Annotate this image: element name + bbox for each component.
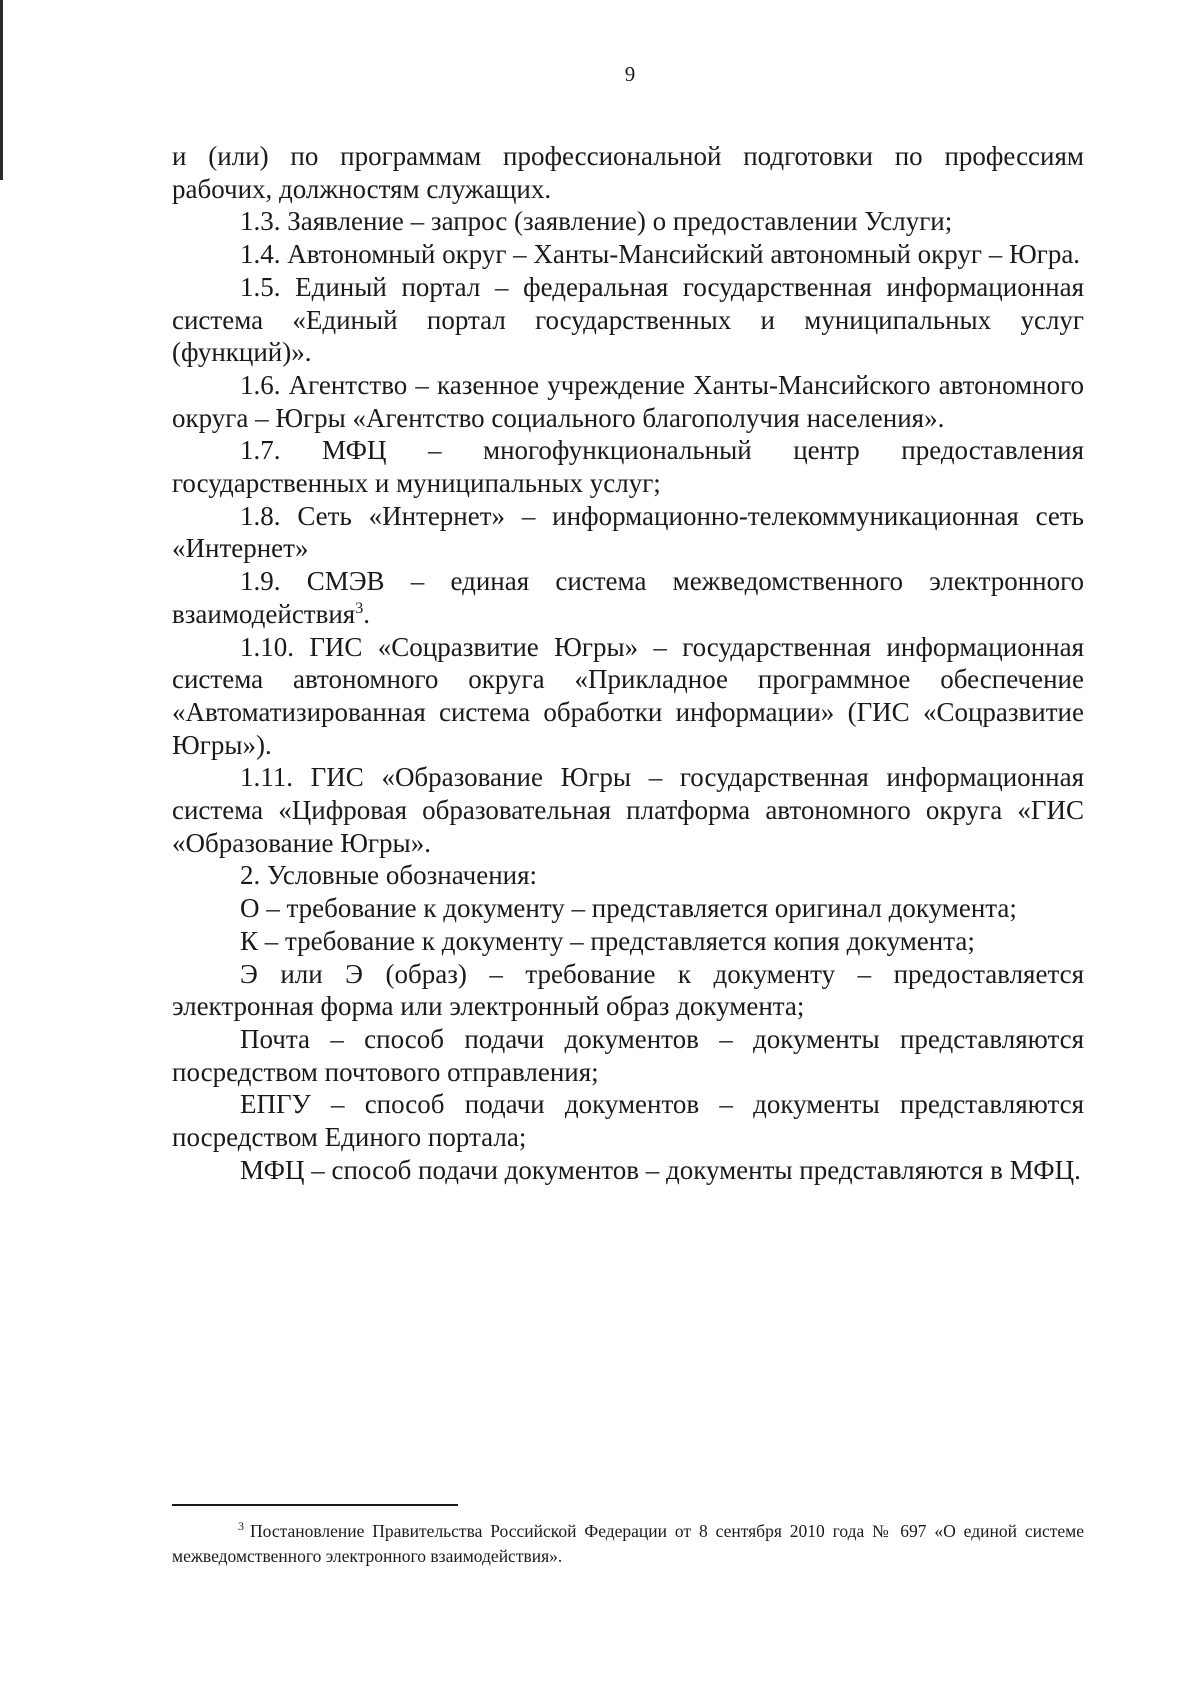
page-number: 9: [624, 62, 636, 86]
footnote-reference: 3: [355, 599, 364, 617]
footnote: [172, 1519, 1084, 1569]
paragraph-2: 2. Условные обозначения:: [240, 860, 538, 891]
legend-epgu: ЕПГУ – способ подачи документов – документы представляются посредством Единого портала;: [172, 1089, 1084, 1153]
footnote-separator: [172, 1504, 458, 1506]
paragraph-1-6: 1.6. Агентство – казенное учреждение Ханты-Мансийского автономного округа – Югры «Агентство социального благополучия населения».: [172, 369, 1084, 433]
paragraph-1-5: 1.5. Единый портал – федеральная государственная информационная система «Единый портал государственных и муниципальных услуг (функций)».: [172, 271, 1084, 368]
legend-electronic: Э или Э (образ) – требование к документу – предоставляется электронная форма или электронный образ документа;: [172, 958, 1084, 1022]
footnote-text: Постановление Правительства Российской Федерации от 8 сентября 2010 года № 697 «О единой системе межведомственного электронного взаимодействия».: [172, 1521, 1084, 1566]
legend-copy: К – требование к документу – представляется копия документа;: [240, 925, 975, 956]
body-text: [172, 140, 1084, 1187]
paragraph-1-4: 1.4. Автономный округ – Ханты-Мансийский автономный округ – Югра.: [240, 239, 1081, 270]
paragraph-1-9-tail: .: [363, 598, 370, 629]
paragraph-1-3: 1.3. Заявление – запрос (заявление) о предоставлении Услуги;: [240, 206, 953, 237]
paragraph-1-11: 1.11. ГИС «Образование Югры – государственная информационная система «Цифровая образовательная платформа автономного округа «ГИС «Образование Югры».: [172, 762, 1084, 858]
paragraph-1-9: [172, 565, 1084, 630]
paragraph-1-9-text: 1.9. СМЭВ – единая система межведомственного электронного взаимодействия: [172, 566, 1084, 629]
legend-mfc: МФЦ – способ подачи документов – документы представляются в МФЦ.: [240, 1154, 1081, 1185]
paragraph-1-8: 1.8. Сеть «Интернет» – информационно-телекоммуникационная сеть «Интернет»: [172, 500, 1084, 564]
legend-mail: Почта – способ подачи документов – документы представляются посредством почтового отправления;: [172, 1023, 1084, 1087]
paragraph-1-7: 1.7. МФЦ – многофункциональный центр предоставления государственных и муниципальных услуг;: [172, 435, 1084, 499]
legend-original: О – требование к документу – представляется оригинал документа;: [240, 893, 1017, 924]
paragraph-1-10: 1.10. ГИС «Соцразвитие Югры» – государственная информационная система автономного округа «Прикладное программное обеспечение «Автоматизированная система обработки информации» (ГИС «Соцразвитие Югры»).: [172, 631, 1084, 760]
footnote-mark: 3: [238, 1519, 244, 1534]
scan-edge-mark: [0, 0, 3, 180]
paragraph-continuation: и (или) по программам профессиональной подготовки по профессиям рабочих, должностям служащих.: [172, 141, 1084, 204]
